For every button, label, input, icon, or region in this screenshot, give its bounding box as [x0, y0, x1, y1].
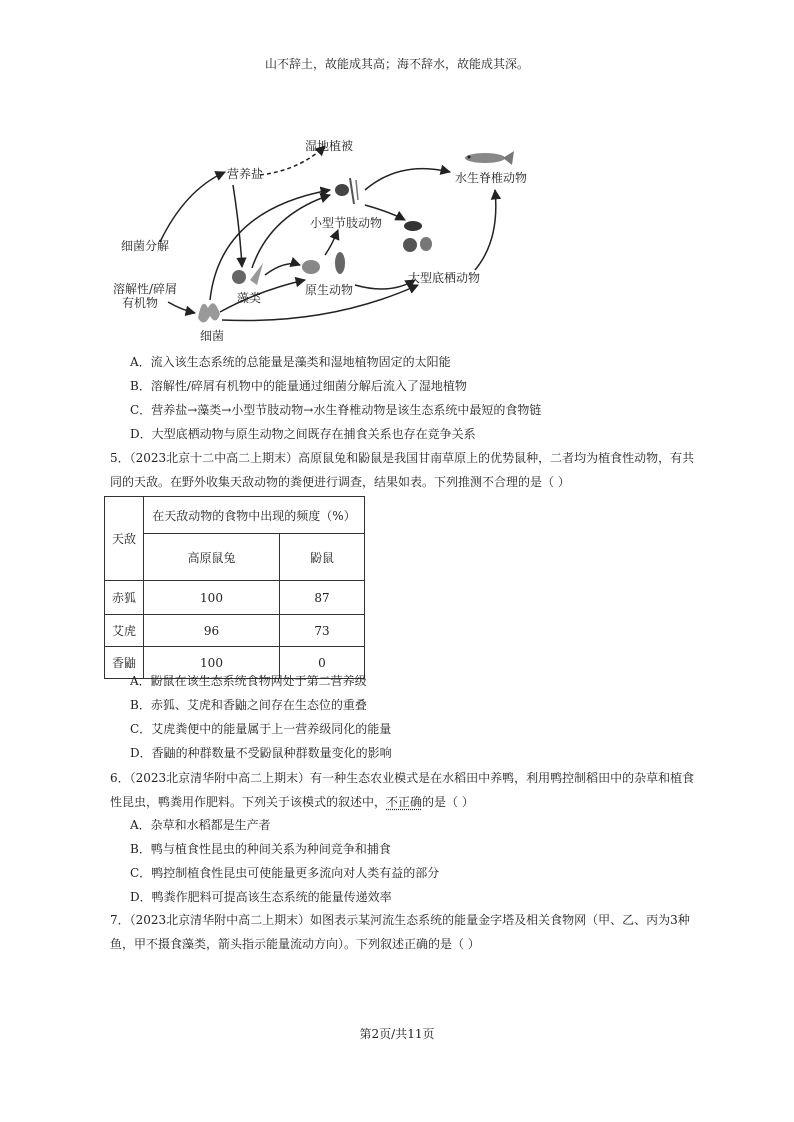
q4-option-c: C．营养盐→藻类→小型节肢动物→水生脊椎动物是该生态系统中最短的食物链 — [130, 403, 542, 417]
q6-emphasis: 不正确 — [386, 795, 423, 809]
table-row-name: 赤狐 — [105, 581, 144, 615]
label-small-arthropods: 小型节肢动物 — [310, 216, 383, 230]
table-header: 在天敌动物的食物中出现的频度（%） — [144, 497, 365, 534]
q4-option-a: A．流入该生态系统的总能量是藻类和湿地植物固定的太阳能 — [130, 355, 451, 369]
q5-option-b: B．赤狐、艾虎和香鼬之间存在生态位的重叠 — [130, 698, 367, 712]
algae-icon — [232, 263, 263, 285]
label-dissolved-organic-1: 溶解性/碎屑 — [113, 282, 178, 296]
arrow-arthropods-to-vertebrates — [365, 169, 450, 190]
label-dissolved-organic-2: 有机物 — [122, 296, 159, 310]
q4-option-b: B．溶解性/碎屑有机物中的能量通过细菌分解后流入了湿地植物 — [130, 379, 467, 393]
food-web-diagram — [100, 130, 540, 345]
q5-stem: 5．（2023北京十二中高二上期末）高原鼠兔和鼢鼠是我国甘南草原上的优势鼠种，二者均为植食性动物，有共同的天敌。在野外收集天敌动物的粪便进行调查，结果如表。下列推测不合理的是（ ） — [110, 451, 695, 489]
table-cell: 87 — [280, 581, 365, 615]
bacteria-icon — [198, 303, 220, 322]
table-cell: 100 — [144, 647, 280, 679]
q6-option-d: D．鸭粪作肥料可提高该生态系统的能量传递效率 — [130, 890, 392, 904]
q5-option-d: D．香鼬的种群数量不受鼢鼠种群数量变化的影响 — [130, 746, 392, 760]
table-cell: 0 — [280, 647, 365, 679]
label-aquatic-vertebrates: 水生脊椎动物 — [455, 171, 528, 185]
q6-option-a: A．杂草和水稻都是生产者 — [130, 818, 271, 832]
benthic-animal-icon — [403, 221, 432, 252]
arrow-bacteria-to-nutrients — [160, 172, 225, 242]
q6-stem: 6．（2023北京清华附中高二上期末）有一种生态农业模式是在水稻田中养鸭，利用鸭控制稻田中的杂草和植食性昆虫，鸭粪用作肥料。下列关于该模式的叙述中，不正确的是（ ） — [110, 771, 695, 809]
page-header-motto: 山不辞土，故能成其高；海不辞水，故能成其深。 — [264, 57, 529, 71]
q7-stem: 7．（2023北京清华附中高二上期末）如图表示某河流生态系统的能量金字塔及相关食物网（甲、乙、丙为3种鱼，甲不摄食藻类，箭头指示能量流动方向）。下列叙述正确的是（ ） — [110, 913, 690, 951]
table-col-zokor: 鼢鼠 — [280, 534, 365, 581]
q5-option-c: C．艾虎粪便中的能量属于上一营养级同化的能量 — [130, 722, 392, 736]
q5-option-a: A．鼢鼠在该生态系统食物网处于第二营养级 — [130, 674, 367, 688]
arrow-protozoa-to-arthropods — [325, 230, 338, 255]
arthropod-icon — [335, 178, 358, 204]
label-nutrients: 营养盐 — [227, 167, 264, 181]
table-row-name: 艾虎 — [105, 615, 144, 647]
table-cell: 96 — [144, 615, 280, 647]
table-row-name: 香鼬 — [105, 647, 144, 679]
q4-option-d: D．大型底栖动物与原生动物之间既存在捕食关系也存在竞争关系 — [130, 427, 476, 441]
protozoa-icon — [302, 252, 345, 274]
label-bacteria: 细菌 — [200, 329, 225, 343]
arrow-protozoa-to-benthic — [355, 280, 415, 289]
table-cell: 100 — [144, 581, 280, 615]
label-algae: 藻类 — [237, 291, 262, 305]
page-footer-number: 第2页/共11页 — [359, 1027, 435, 1041]
q6-option-c: C．鸭控制植食性昆虫可使能量更多流向对人类有益的部分 — [130, 866, 440, 880]
predator-frequency-table — [104, 496, 365, 679]
label-protozoa: 原生动物 — [305, 283, 354, 297]
arrow-organic-to-bacteria — [168, 302, 195, 313]
label-bacterial-decomposition: 细菌分解 — [121, 239, 170, 253]
fish-icon — [465, 151, 514, 165]
arrow-algae-to-arthropods — [252, 195, 330, 268]
table-corner: 天敌 — [105, 497, 144, 581]
q6-option-b: B．鸭与植食性昆虫的种间关系为种间竞争和捕食 — [130, 842, 391, 856]
table-cell: 73 — [280, 615, 365, 647]
arrow-algae-to-protozoa — [265, 264, 300, 275]
arrow-nutrients-to-algae — [233, 185, 242, 267]
label-large-benthic: 大型底栖动物 — [408, 271, 481, 285]
label-wetland-vegetation: 湿地植被 — [305, 139, 354, 153]
table-col-pika: 高原鼠兔 — [144, 534, 280, 581]
arrow-benthic-to-vertebrates — [475, 190, 496, 270]
arrow-bacteria-to-protozoa — [220, 280, 305, 312]
